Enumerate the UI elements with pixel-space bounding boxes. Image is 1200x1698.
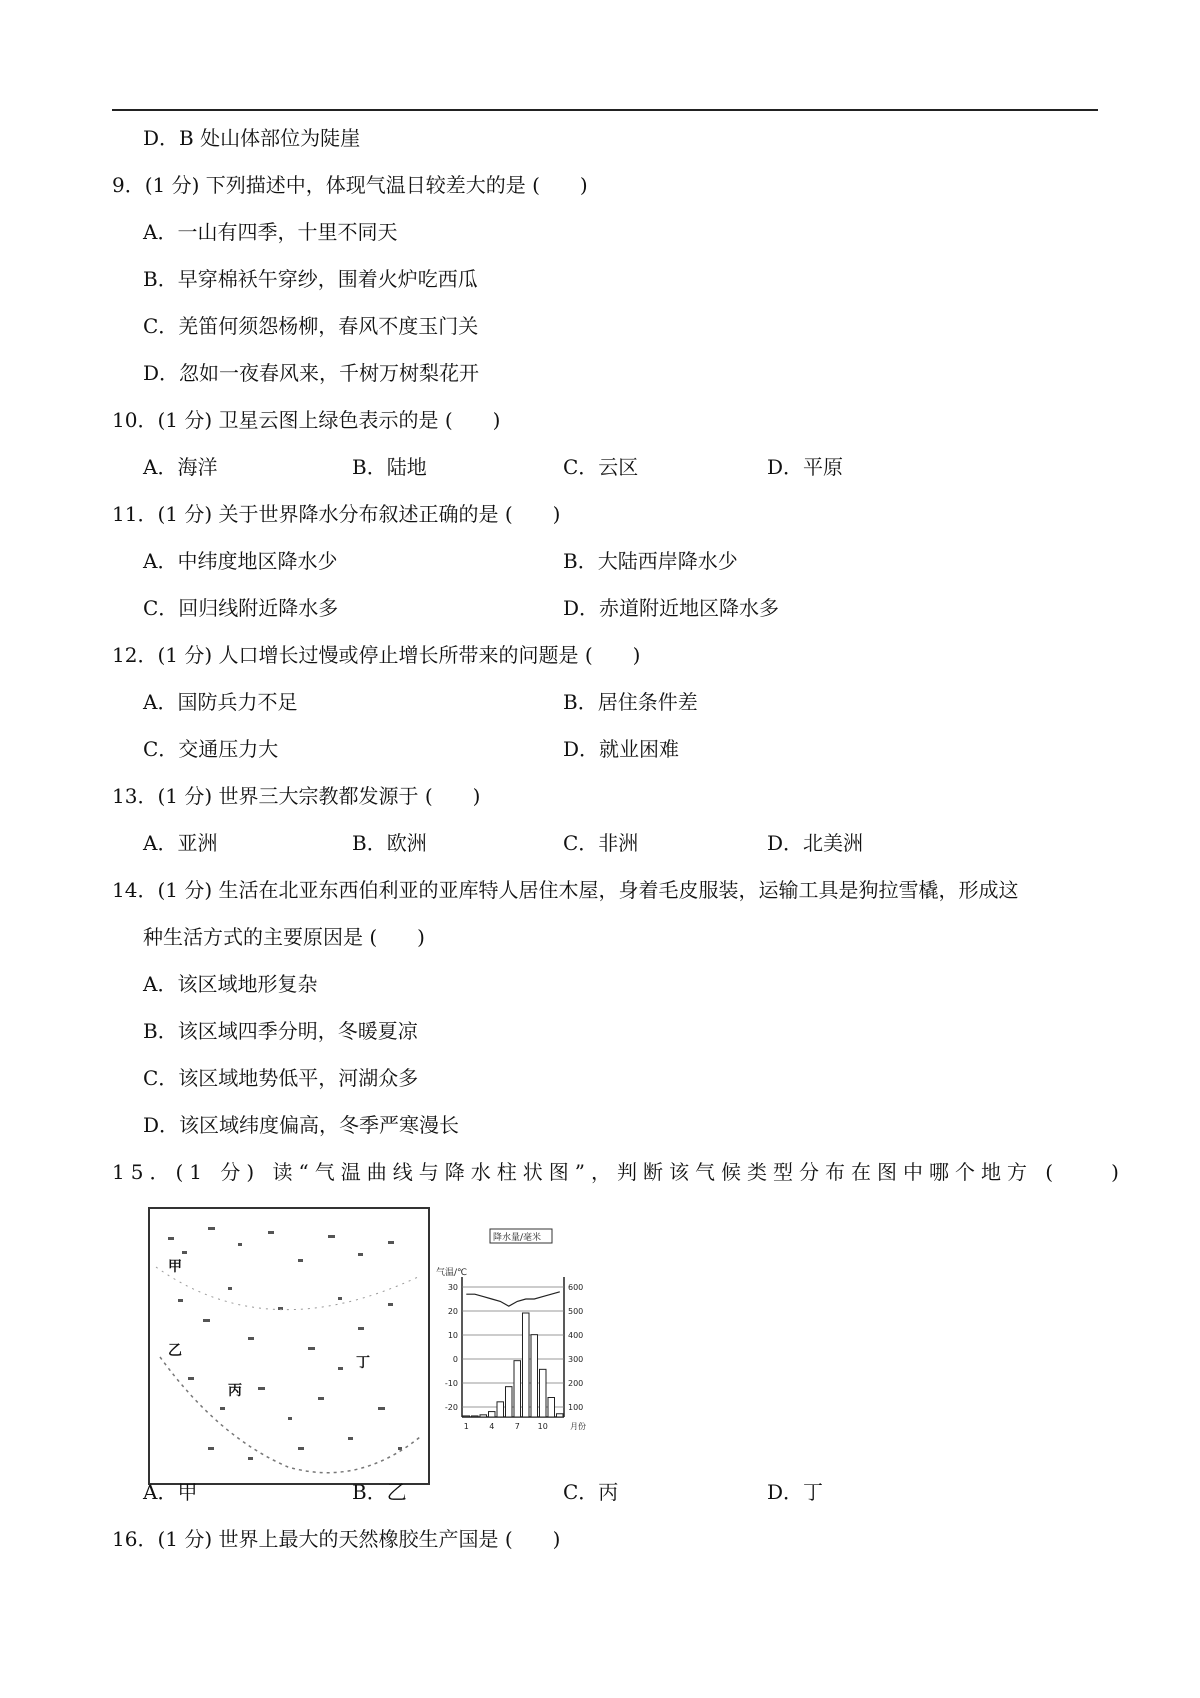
q9-option-d: D．忽如一夜春风来，千树万树梨花开 <box>143 361 480 385</box>
climate-chart <box>436 1229 586 1431</box>
temp-tick-label: 30 <box>447 1283 458 1292</box>
precip-tick-label: 600 <box>568 1283 584 1292</box>
q14-option-c: C．该区域地势低平，河湖众多 <box>143 1066 419 1090</box>
precip-bar <box>523 1313 530 1417</box>
map-label-yi: 乙 <box>168 1343 182 1359</box>
q8-option-d: D．B 处山体部位为陡崖 <box>143 126 361 150</box>
q15-option-c: C．丙 <box>563 1480 619 1504</box>
header-rule <box>112 109 1098 111</box>
q13-option-c: C．非洲 <box>563 831 639 855</box>
q14-option-d: D．该区域纬度偏高，冬季严寒漫长 <box>143 1113 460 1137</box>
precip-bar <box>489 1412 496 1417</box>
month-tick-label: 10 <box>537 1422 548 1431</box>
precip-tick-label: 400 <box>568 1331 584 1340</box>
q12-option-d: D．就业困难 <box>563 737 680 761</box>
q14-stem-continued: 种生活方式的主要原因是 ( ) <box>143 925 425 949</box>
precip-tick-label: 100 <box>568 1403 584 1412</box>
temp-tick-label: 0 <box>452 1355 458 1364</box>
q10-option-c: C．云区 <box>563 455 639 479</box>
precip-bar <box>540 1369 547 1417</box>
q12-option-c: C．交通压力大 <box>143 737 279 761</box>
q15-option-a: A．甲 <box>143 1480 198 1504</box>
q9-stem: 9．(1 分) 下列描述中，体现气温日较差大的是 ( ) <box>112 173 588 197</box>
q15-stem: 15．(1 分) 读“气温曲线与降水柱状图”，判断该气候类型分布在图中哪个地方 ( ) <box>112 1160 1125 1184</box>
month-tick-label: 1 <box>463 1422 469 1431</box>
q14-stem: 14．(1 分) 生活在北亚东西伯利亚的亚库特人居住木屋，身着毛皮服装，运输工具是狗拉雪橇，形成这 <box>112 878 1019 902</box>
q12-option-a: A．国防兵力不足 <box>143 690 298 714</box>
precip-bar <box>514 1361 521 1417</box>
q16-stem: 16．(1 分) 世界上最大的天然橡胶生产国是 ( ) <box>112 1527 561 1551</box>
precip-bar <box>548 1398 555 1418</box>
q13-option-b: B．欧洲 <box>352 831 427 855</box>
q11-option-b: B．大陆西岸降水少 <box>563 549 738 573</box>
q10-stem: 10．(1 分) 卫星云图上绿色表示的是 ( ) <box>112 408 501 432</box>
precip-tick-label: 500 <box>568 1307 584 1316</box>
q13-option-a: A．亚洲 <box>143 831 218 855</box>
q15-option-b: B．乙 <box>352 1480 407 1504</box>
precip-legend: 降水量/毫米 <box>493 1233 542 1243</box>
map-label-ding: 丁 <box>356 1355 370 1371</box>
q9-option-c: C．羌笛何须怨杨柳，春风不度玉门关 <box>143 314 479 338</box>
q10-option-a: A．海洋 <box>143 455 218 479</box>
month-tick-label: 4 <box>489 1422 495 1431</box>
precip-bar <box>497 1402 504 1417</box>
temp-tick-label: -10 <box>444 1379 458 1388</box>
precip-bar <box>506 1387 513 1417</box>
map-label-jia: 甲 <box>168 1259 182 1275</box>
temp-axis-label: 气温/℃ <box>436 1268 468 1278</box>
temp-tick-label: -20 <box>444 1403 458 1412</box>
temp-tick-label: 10 <box>447 1331 458 1340</box>
world-map <box>149 1208 429 1484</box>
q9-option-b: B．早穿棉袄午穿纱，围着火炉吃西瓜 <box>143 267 478 291</box>
temperature-curve <box>466 1292 560 1306</box>
precip-tick-label: 200 <box>568 1379 584 1388</box>
q12-stem: 12．(1 分) 人口增长过慢或停止增长所带来的问题是 ( ) <box>112 643 641 667</box>
q14-option-a: A．该区域地形复杂 <box>143 972 318 996</box>
q13-stem: 13．(1 分) 世界三大宗教都发源于 ( ) <box>112 784 481 808</box>
precip-bar <box>480 1415 487 1417</box>
temp-tick-label: 20 <box>447 1307 458 1316</box>
precip-bar <box>531 1335 538 1417</box>
precip-bar <box>557 1414 564 1417</box>
month-tick-label: 7 <box>514 1422 520 1431</box>
q10-option-d: D．平原 <box>767 455 844 479</box>
q11-option-d: D．赤道附近地区降水多 <box>563 596 780 620</box>
q11-stem: 11．(1 分) 关于世界降水分布叙述正确的是 ( ) <box>112 502 561 526</box>
q11-option-c: C．回归线附近降水多 <box>143 596 339 620</box>
q15-option-d: D．丁 <box>767 1480 824 1504</box>
map-label-bing: 丙 <box>228 1383 242 1399</box>
q15-figure <box>148 1207 600 1492</box>
month-tick-label: 月份 <box>570 1422 586 1431</box>
q12-option-b: B．居住条件差 <box>563 690 698 714</box>
q13-option-d: D．北美洲 <box>767 831 864 855</box>
precip-bar <box>472 1416 479 1417</box>
q10-option-b: B．陆地 <box>352 455 427 479</box>
q14-option-b: B．该区域四季分明，冬暖夏凉 <box>143 1019 418 1043</box>
q9-option-a: A．一山有四季，十里不同天 <box>143 220 398 244</box>
q11-option-a: A．中纬度地区降水少 <box>143 549 338 573</box>
precip-tick-label: 300 <box>568 1355 584 1364</box>
precip-bar <box>463 1416 470 1417</box>
